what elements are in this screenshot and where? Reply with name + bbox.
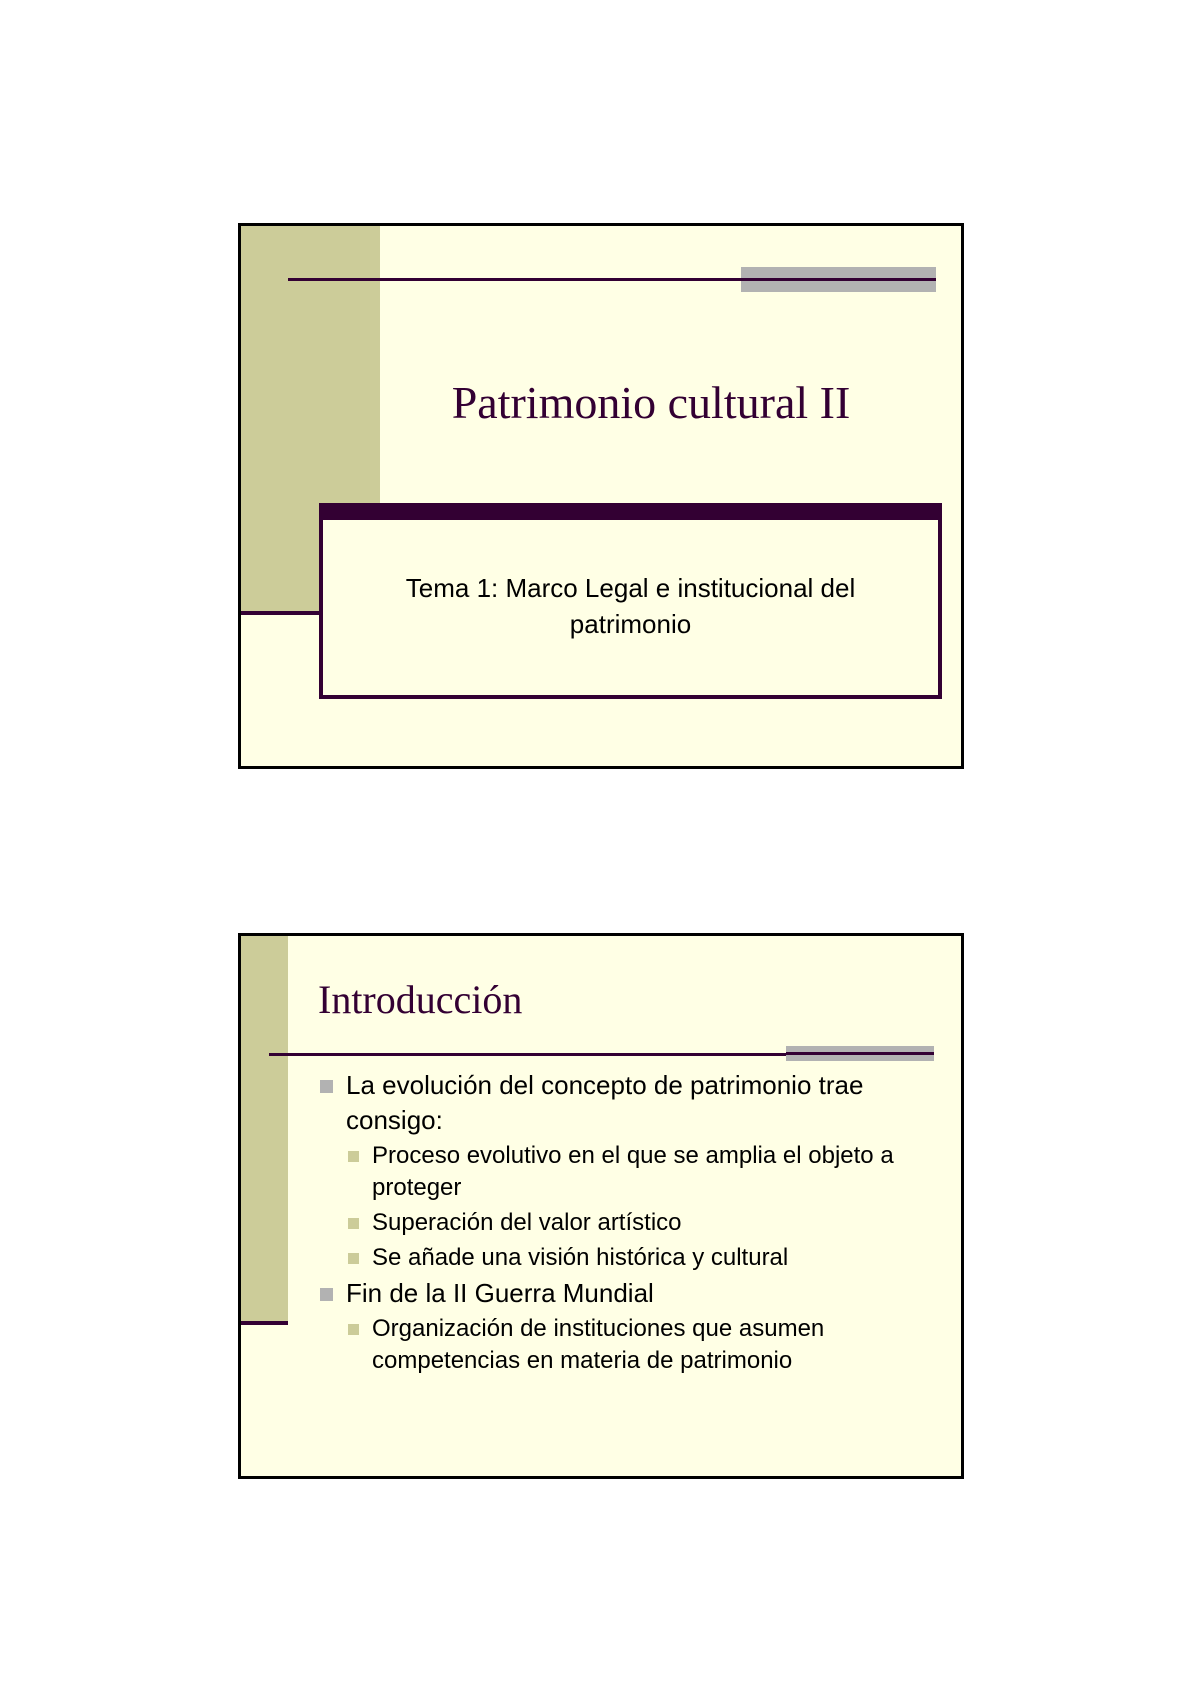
slide-title: Patrimonio cultural II — [451, 377, 851, 428]
subtitle-line-1: Tema 1: Marco Legal e institucional del — [405, 573, 856, 603]
slide-2 — [238, 933, 964, 1479]
sub-bullet-item: Superación del valor artístico — [346, 1207, 938, 1239]
bullet-item: La evolución del concepto de patrimonio trae consigo: — [318, 1068, 938, 1138]
slide-1 — [238, 223, 964, 769]
left-divider-line — [241, 611, 321, 615]
subtitle-line-2: patrimonio — [569, 609, 692, 639]
left-divider-line — [241, 1321, 288, 1325]
sub-bullet-item: Organización de instituciones que asumen competencias en materia de patrimonio — [346, 1313, 938, 1377]
grey-accent-bar — [786, 1046, 934, 1061]
grey-accent-bar — [741, 267, 936, 292]
bullet-item: Fin de la II Guerra Mundial — [318, 1276, 938, 1311]
subtitle-box — [319, 503, 942, 699]
bullet-list — [318, 1068, 938, 1377]
subtitle — [323, 570, 938, 642]
side-accent-band — [241, 936, 288, 1325]
sub-bullet-item: Se añade una visión histórica y cultural — [346, 1242, 938, 1274]
sub-bullet-item: Proceso evolutivo en el que se amplia el objeto a proteger — [346, 1140, 938, 1204]
slide-heading: Introducción — [318, 977, 523, 1022]
